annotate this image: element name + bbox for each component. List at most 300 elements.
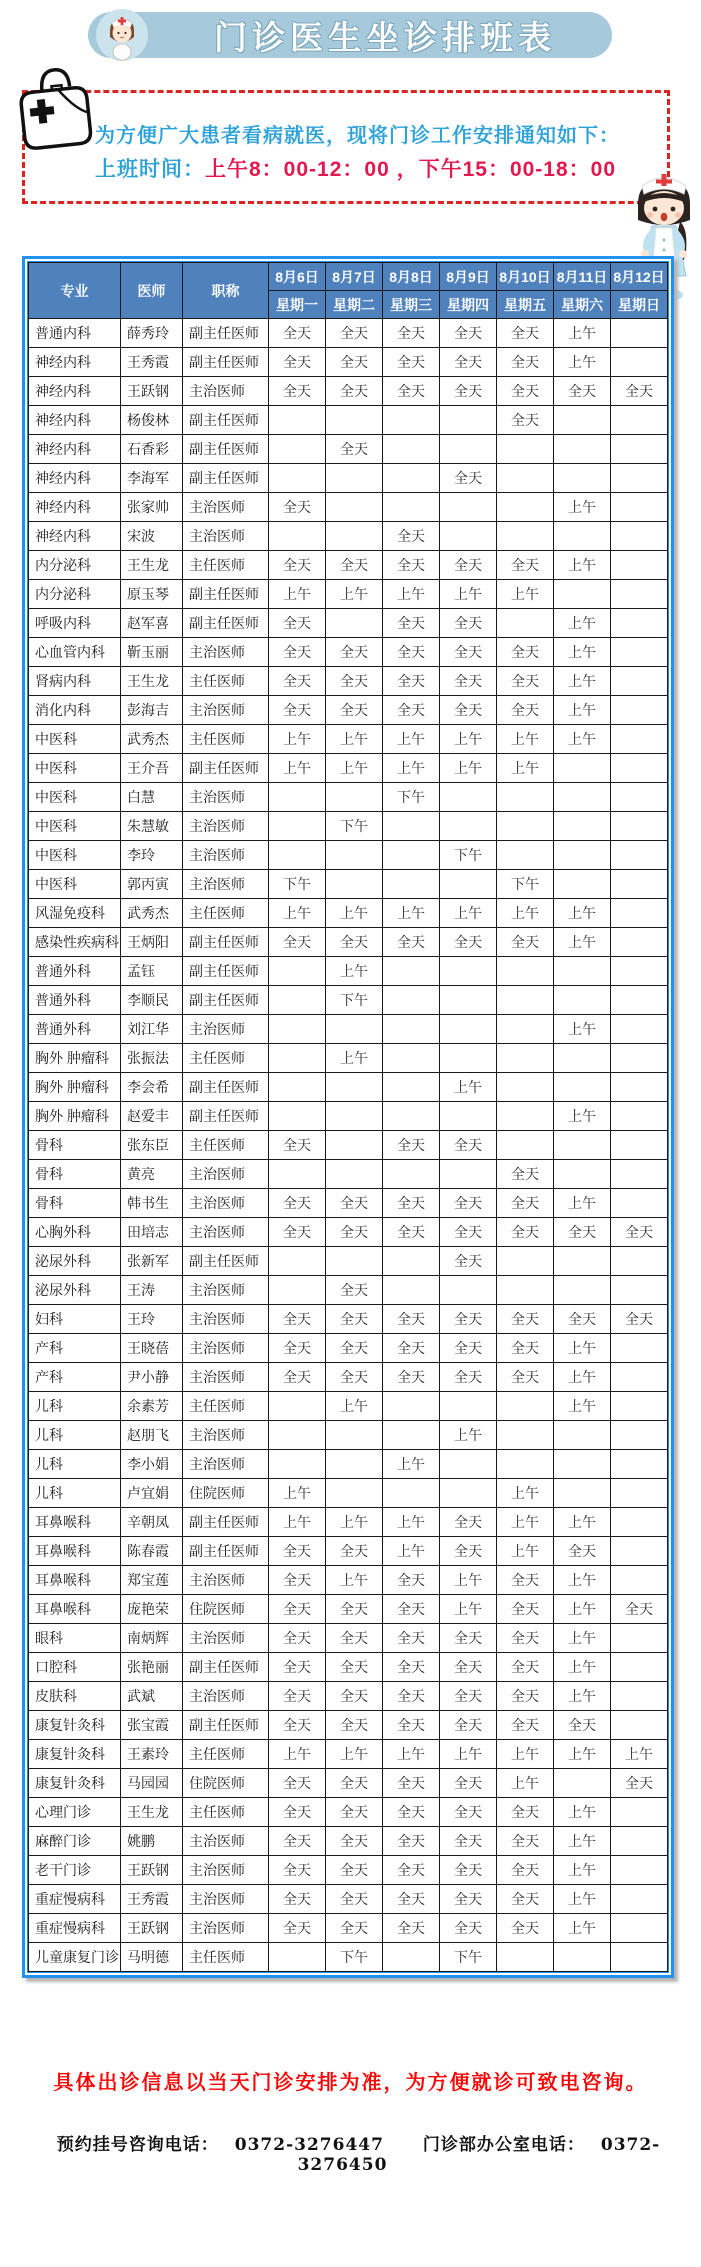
shift-cell	[554, 1160, 611, 1189]
shift-cell	[326, 1247, 383, 1276]
shift-cell: 全天	[326, 1218, 383, 1247]
shift-cell: 上午	[440, 1421, 497, 1450]
title-cell: 住院医师	[183, 1479, 269, 1508]
doctor-cell: 武秀杰	[121, 899, 183, 928]
doctor-cell: 郑宝莲	[121, 1566, 183, 1595]
date-header: 8月8日	[383, 263, 440, 291]
dept-cell: 康复针灸科	[29, 1740, 121, 1769]
shift-cell: 全天	[269, 609, 326, 638]
title-cell: 主任医师	[183, 551, 269, 580]
table-row	[29, 609, 668, 638]
shift-cell: 全天	[440, 1218, 497, 1247]
shift-cell: 上午	[554, 696, 611, 725]
shift-cell: 全天	[383, 1798, 440, 1827]
shift-cell	[554, 435, 611, 464]
shift-cell: 全天	[440, 1363, 497, 1392]
shift-cell	[269, 1421, 326, 1450]
shift-cell: 全天	[383, 1334, 440, 1363]
shift-cell	[611, 1943, 668, 1972]
title-cell: 主任医师	[183, 1798, 269, 1827]
shift-cell: 全天	[383, 319, 440, 348]
shift-cell	[440, 1015, 497, 1044]
shift-cell: 全天	[383, 1885, 440, 1914]
shift-cell: 全天	[611, 1218, 668, 1247]
shift-cell: 全天	[269, 696, 326, 725]
title-cell: 主治医师	[183, 493, 269, 522]
shift-cell: 上午	[440, 1073, 497, 1102]
doctor-cell: 王跃钢	[121, 1914, 183, 1943]
shift-cell	[554, 1276, 611, 1305]
weekday-header: 星期四	[440, 291, 497, 319]
shift-cell	[383, 812, 440, 841]
shift-cell: 全天	[383, 551, 440, 580]
doctor-cell: 武斌	[121, 1682, 183, 1711]
shift-cell: 全天	[440, 1914, 497, 1943]
dept-cell: 耳鼻喉科	[29, 1508, 121, 1537]
shift-cell	[611, 1102, 668, 1131]
shift-cell: 下午	[440, 1943, 497, 1972]
table-row	[29, 1566, 668, 1595]
table-row	[29, 464, 668, 493]
shift-cell: 全天	[554, 377, 611, 406]
shift-cell: 上午	[554, 1015, 611, 1044]
shift-cell	[383, 1421, 440, 1450]
page-title: 门诊医生坐诊排班表	[214, 18, 556, 56]
doctor-cell: 王炳阳	[121, 928, 183, 957]
shift-cell: 全天	[326, 1624, 383, 1653]
shift-cell	[269, 1392, 326, 1421]
weekday-header: 星期一	[269, 291, 326, 319]
shift-cell	[611, 1450, 668, 1479]
doctor-cell: 王跃钢	[121, 1856, 183, 1885]
title-banner	[88, 12, 612, 58]
shift-cell	[611, 1508, 668, 1537]
dept-cell: 内分泌科	[29, 551, 121, 580]
shift-cell: 全天	[497, 1711, 554, 1740]
shift-cell: 全天	[497, 1856, 554, 1885]
shift-cell	[554, 986, 611, 1015]
shift-cell: 全天	[497, 1189, 554, 1218]
table-row	[29, 1711, 668, 1740]
title-cell: 主治医师	[183, 841, 269, 870]
schedule-tbody	[29, 319, 668, 1972]
shift-cell	[326, 870, 383, 899]
shift-cell: 上午	[326, 1740, 383, 1769]
shift-cell: 全天	[326, 1537, 383, 1566]
shift-cell	[269, 957, 326, 986]
shift-cell	[611, 1015, 668, 1044]
shift-cell	[611, 1276, 668, 1305]
table-row	[29, 1392, 668, 1421]
shift-cell	[497, 522, 554, 551]
shift-cell	[611, 1392, 668, 1421]
shift-cell: 全天	[440, 377, 497, 406]
shift-cell	[326, 1421, 383, 1450]
shift-cell	[554, 812, 611, 841]
notice-time-value: 上午8：00-12：00 ，下午15：00-18：00	[205, 158, 617, 181]
shift-cell: 上午	[497, 899, 554, 928]
shift-cell: 全天	[440, 1682, 497, 1711]
title-cell: 主治医师	[183, 1305, 269, 1334]
shift-cell	[383, 406, 440, 435]
shift-cell	[611, 1914, 668, 1943]
doctor-cell: 李玲	[121, 841, 183, 870]
title-cell: 主治医师	[183, 1885, 269, 1914]
shift-cell: 全天	[611, 1595, 668, 1624]
shift-cell: 全天	[497, 1305, 554, 1334]
booking-phone	[49, 2135, 392, 2155]
shift-cell: 全天	[269, 928, 326, 957]
shift-cell: 上午	[554, 1653, 611, 1682]
shift-cell	[326, 522, 383, 551]
doctor-cell: 王素玲	[121, 1740, 183, 1769]
table-row	[29, 1798, 668, 1827]
shift-cell: 全天	[269, 1305, 326, 1334]
dept-cell: 消化内科	[29, 696, 121, 725]
shift-cell: 全天	[326, 1914, 383, 1943]
table-row	[29, 1740, 668, 1769]
shift-cell	[383, 464, 440, 493]
table-row	[29, 1363, 668, 1392]
shift-cell: 全天	[383, 667, 440, 696]
shift-cell: 上午	[440, 899, 497, 928]
shift-cell: 上午	[554, 1189, 611, 1218]
shift-cell: 上午	[554, 725, 611, 754]
title-cell: 主治医师	[183, 1334, 269, 1363]
doctor-cell: 王介吾	[121, 754, 183, 783]
shift-cell	[611, 1334, 668, 1363]
shift-cell: 全天	[383, 1856, 440, 1885]
shift-cell: 上午	[440, 1740, 497, 1769]
office-phone-label: 门诊部办公室电话：	[422, 2135, 585, 2155]
notice-box	[22, 90, 670, 204]
shift-cell: 全天	[326, 638, 383, 667]
shift-cell: 全天	[269, 667, 326, 696]
doctor-cell: 陈春霞	[121, 1537, 183, 1566]
shift-cell	[554, 841, 611, 870]
shift-cell	[269, 464, 326, 493]
title-cell: 主治医师	[183, 1624, 269, 1653]
doctor-cell: 马园园	[121, 1769, 183, 1798]
shift-cell: 全天	[383, 696, 440, 725]
shift-cell: 上午	[554, 1508, 611, 1537]
shift-cell: 上午	[383, 899, 440, 928]
shift-cell: 上午	[497, 580, 554, 609]
shift-cell: 全天	[269, 1131, 326, 1160]
shift-cell: 全天	[326, 1682, 383, 1711]
date-header: 8月7日	[326, 263, 383, 291]
shift-cell: 全天	[497, 551, 554, 580]
shift-cell: 上午	[554, 1363, 611, 1392]
table-row	[29, 667, 668, 696]
shift-cell: 全天	[269, 1218, 326, 1247]
table-row	[29, 1305, 668, 1334]
shift-cell: 全天	[269, 1885, 326, 1914]
shift-cell: 上午	[554, 609, 611, 638]
shift-cell: 上午	[554, 899, 611, 928]
shift-cell	[269, 435, 326, 464]
shift-cell: 全天	[383, 1769, 440, 1798]
date-header: 8月12日	[611, 263, 668, 291]
date-header: 8月9日	[440, 263, 497, 291]
shift-cell: 全天	[611, 1305, 668, 1334]
dept-cell: 神经内科	[29, 406, 121, 435]
notice-line2	[95, 153, 616, 183]
shift-cell: 全天	[326, 1885, 383, 1914]
table-row	[29, 580, 668, 609]
shift-cell: 全天	[440, 1798, 497, 1827]
shift-cell: 全天	[497, 319, 554, 348]
table-row	[29, 1479, 668, 1508]
shift-cell	[611, 696, 668, 725]
shift-cell: 全天	[269, 319, 326, 348]
dept-cell: 儿科	[29, 1479, 121, 1508]
shift-cell: 上午	[554, 1682, 611, 1711]
dept-cell: 泌尿外科	[29, 1276, 121, 1305]
shift-cell: 全天	[383, 1218, 440, 1247]
shift-cell	[554, 522, 611, 551]
shift-cell: 上午	[326, 1566, 383, 1595]
date-header: 8月10日	[497, 263, 554, 291]
doctor-cell: 彭海吉	[121, 696, 183, 725]
shift-cell	[611, 1160, 668, 1189]
title-cell: 主治医师	[183, 1566, 269, 1595]
shift-cell	[611, 1682, 668, 1711]
doctor-cell: 张家帅	[121, 493, 183, 522]
shift-cell	[269, 1450, 326, 1479]
title-cell: 主治医师	[183, 1827, 269, 1856]
shift-cell: 全天	[440, 1537, 497, 1566]
table-row	[29, 899, 668, 928]
dept-cell: 产科	[29, 1363, 121, 1392]
table-row	[29, 725, 668, 754]
shift-cell: 全天	[269, 638, 326, 667]
doctor-cell: 赵朋飞	[121, 1421, 183, 1450]
shift-cell: 上午	[554, 1334, 611, 1363]
shift-cell: 全天	[326, 348, 383, 377]
title-cell: 主治医师	[183, 1914, 269, 1943]
title-cell: 主治医师	[183, 783, 269, 812]
shift-cell: 上午	[554, 1798, 611, 1827]
shift-cell: 全天	[269, 1334, 326, 1363]
table-row	[29, 1856, 668, 1885]
shift-cell	[554, 1450, 611, 1479]
shift-cell: 上午	[554, 1856, 611, 1885]
shift-cell: 上午	[554, 1595, 611, 1624]
shift-cell: 全天	[383, 377, 440, 406]
shift-cell	[326, 493, 383, 522]
shift-cell	[611, 1798, 668, 1827]
doctor-cell: 赵爱丰	[121, 1102, 183, 1131]
shift-cell: 上午	[326, 1508, 383, 1537]
title-cell: 主任医师	[183, 1740, 269, 1769]
shift-cell	[554, 1479, 611, 1508]
table-row	[29, 841, 668, 870]
shift-cell	[269, 1247, 326, 1276]
shift-cell	[497, 609, 554, 638]
title-cell: 副主任医师	[183, 406, 269, 435]
doctor-cell: 原玉琴	[121, 580, 183, 609]
shift-cell: 上午	[554, 493, 611, 522]
doctor-cell: 孟钰	[121, 957, 183, 986]
shift-cell	[554, 406, 611, 435]
shift-cell: 全天	[269, 348, 326, 377]
shift-cell	[611, 1189, 668, 1218]
shift-cell: 上午	[497, 1479, 554, 1508]
doctor-cell: 李会希	[121, 1073, 183, 1102]
shift-cell: 全天	[497, 377, 554, 406]
shift-cell	[440, 812, 497, 841]
shift-cell: 全天	[326, 1189, 383, 1218]
shift-cell: 全天	[383, 1827, 440, 1856]
column-header: 职称	[183, 263, 269, 319]
shift-cell: 上午	[383, 754, 440, 783]
shift-cell: 下午	[326, 812, 383, 841]
shift-cell: 上午	[383, 1508, 440, 1537]
shift-cell	[497, 1044, 554, 1073]
table-row	[29, 1160, 668, 1189]
doctor-cell: 王秀霞	[121, 1885, 183, 1914]
shift-cell: 全天	[497, 1160, 554, 1189]
shift-cell: 全天	[497, 1682, 554, 1711]
shift-cell	[497, 812, 554, 841]
shift-cell	[611, 1537, 668, 1566]
doctor-cell: 刘江华	[121, 1015, 183, 1044]
dept-cell: 泌尿外科	[29, 1247, 121, 1276]
shift-cell: 上午	[383, 1537, 440, 1566]
shift-cell: 全天	[326, 1276, 383, 1305]
shift-cell: 全天	[383, 1131, 440, 1160]
dept-cell: 妇科	[29, 1305, 121, 1334]
schedule-table	[28, 262, 668, 1972]
shift-cell: 全天	[440, 1334, 497, 1363]
shift-cell	[611, 319, 668, 348]
shift-cell: 下午	[497, 870, 554, 899]
shift-cell	[497, 1073, 554, 1102]
dept-cell: 普通外科	[29, 986, 121, 1015]
dept-cell: 神经内科	[29, 435, 121, 464]
shift-cell	[440, 522, 497, 551]
shift-cell	[611, 957, 668, 986]
doctor-cell: 辛朝凤	[121, 1508, 183, 1537]
weekday-header: 星期三	[383, 291, 440, 319]
shift-cell: 上午	[440, 725, 497, 754]
shift-cell	[554, 1943, 611, 1972]
booking-phone-number: 0372-3276447	[234, 2135, 384, 2155]
doctor-cell: 张振法	[121, 1044, 183, 1073]
dept-cell: 神经内科	[29, 522, 121, 551]
shift-cell: 全天	[383, 1305, 440, 1334]
dept-cell: 老干门诊	[29, 1856, 121, 1885]
table-row	[29, 1131, 668, 1160]
doctor-cell: 余素芳	[121, 1392, 183, 1421]
shift-cell	[611, 1827, 668, 1856]
dept-cell: 胸外 肿瘤科	[29, 1073, 121, 1102]
shift-cell: 全天	[383, 1682, 440, 1711]
shift-cell	[497, 1247, 554, 1276]
shift-cell: 上午	[554, 667, 611, 696]
shift-cell	[326, 406, 383, 435]
shift-cell	[611, 841, 668, 870]
shift-cell	[440, 1102, 497, 1131]
table-row	[29, 783, 668, 812]
shift-cell: 全天	[440, 348, 497, 377]
shift-cell: 全天	[497, 1595, 554, 1624]
table-row	[29, 348, 668, 377]
dept-cell: 儿科	[29, 1392, 121, 1421]
dept-cell: 胸外 肿瘤科	[29, 1102, 121, 1131]
title-cell: 主任医师	[183, 1392, 269, 1421]
shift-cell	[269, 406, 326, 435]
shift-cell: 全天	[440, 1711, 497, 1740]
shift-cell	[440, 957, 497, 986]
shift-cell	[611, 1247, 668, 1276]
shift-cell	[497, 1392, 554, 1421]
shift-cell: 全天	[326, 1653, 383, 1682]
dept-cell: 皮肤科	[29, 1682, 121, 1711]
table-row	[29, 1885, 668, 1914]
title-cell: 主治医师	[183, 696, 269, 725]
dept-cell: 耳鼻喉科	[29, 1566, 121, 1595]
doctor-cell: 王涛	[121, 1276, 183, 1305]
title-cell: 副主任医师	[183, 435, 269, 464]
dept-cell: 口腔科	[29, 1653, 121, 1682]
title-cell: 副主任医师	[183, 1073, 269, 1102]
table-row	[29, 1914, 668, 1943]
shift-cell	[269, 1160, 326, 1189]
title-cell: 主任医师	[183, 1943, 269, 1972]
shift-cell: 全天	[326, 1856, 383, 1885]
shift-cell: 上午	[326, 1044, 383, 1073]
table-row	[29, 551, 668, 580]
shift-cell: 全天	[497, 406, 554, 435]
shift-cell: 下午	[383, 783, 440, 812]
shift-cell	[554, 464, 611, 493]
shift-cell: 全天	[269, 1856, 326, 1885]
shift-cell	[497, 493, 554, 522]
shift-cell: 上午	[554, 638, 611, 667]
doctor-cell: 郭丙寅	[121, 870, 183, 899]
shift-cell	[611, 493, 668, 522]
title-cell: 副主任医师	[183, 1508, 269, 1537]
table-row	[29, 986, 668, 1015]
shift-cell	[326, 1160, 383, 1189]
shift-cell: 上午	[269, 1508, 326, 1537]
table-row	[29, 1334, 668, 1363]
title-cell: 主任医师	[183, 1044, 269, 1073]
shift-cell	[611, 638, 668, 667]
shift-cell: 全天	[497, 1798, 554, 1827]
dept-cell: 神经内科	[29, 377, 121, 406]
title-cell: 主任医师	[183, 899, 269, 928]
title-cell: 主治医师	[183, 377, 269, 406]
shift-cell: 上午	[554, 1740, 611, 1769]
dept-cell: 胸外 肿瘤科	[29, 1044, 121, 1073]
shift-cell	[440, 783, 497, 812]
dept-cell: 风湿免疫科	[29, 899, 121, 928]
shift-cell	[497, 783, 554, 812]
shift-cell	[554, 1247, 611, 1276]
title-cell: 主任医师	[183, 667, 269, 696]
table-row	[29, 1247, 668, 1276]
shift-cell: 上午	[269, 1740, 326, 1769]
dept-cell: 骨科	[29, 1131, 121, 1160]
shift-cell	[611, 435, 668, 464]
shift-cell: 全天	[383, 1566, 440, 1595]
notice-line1: 为方便广大患者看病就医，现将门诊工作安排通知如下：	[95, 125, 620, 147]
shift-cell: 全天	[269, 1624, 326, 1653]
doctor-cell: 石香彩	[121, 435, 183, 464]
